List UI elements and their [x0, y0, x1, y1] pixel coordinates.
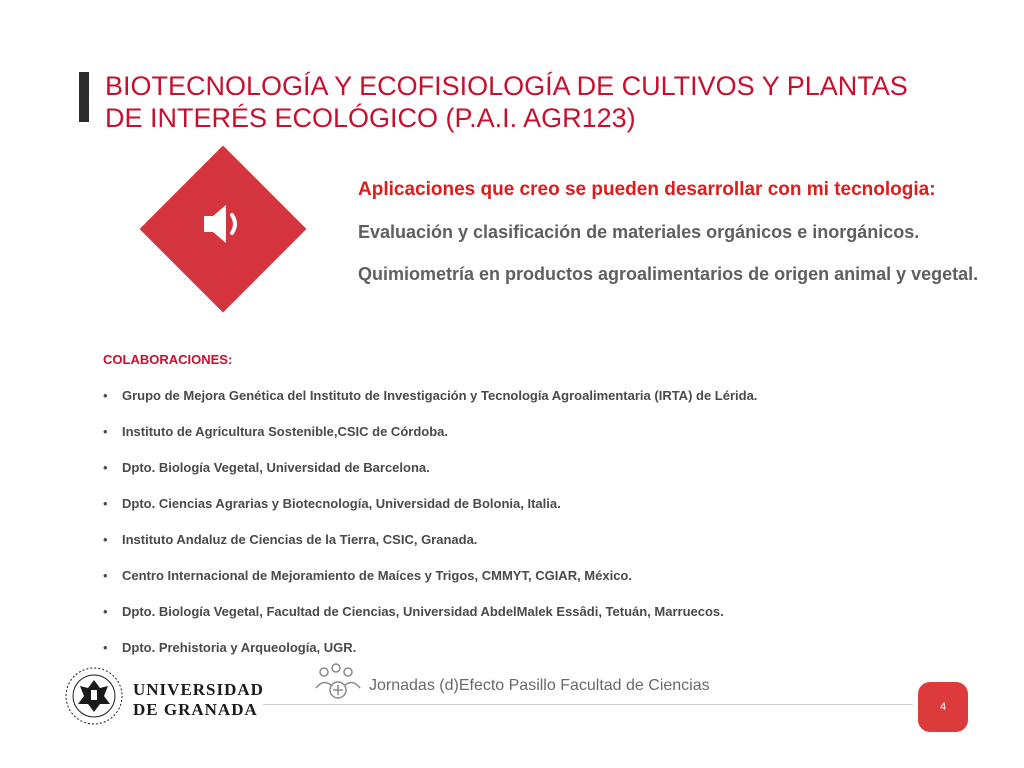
- page-number-badge: [918, 682, 968, 732]
- slide-title-line-2: DE INTERÉS ECOLÓGICO (P.A.I. AGR123): [105, 103, 636, 133]
- page-number: 4: [939, 701, 947, 713]
- collaborations-heading: COLABORACIONES:: [103, 352, 233, 367]
- university-name-line-1: UNIVERSIDAD: [133, 680, 264, 699]
- collaboration-item: • Dpto. Ciencias Agrarias y Biotecnología, Universidad de Bolonia, Italia.: [103, 496, 983, 532]
- slide-title-line-1: BIOTECNOLOGÍA Y ECOFISIOLOGÍA DE CULTIVOS Y PLANTAS: [105, 71, 908, 101]
- applications-heading: Aplicaciones que creo se pueden desarrollar con mi tecnologia:: [358, 179, 936, 200]
- university-wordmark: [133, 680, 264, 720]
- collaboration-item: • Grupo de Mejora Genética del Instituto de Investigación y Tecnología Agroalimentaria (IRTA) de Lérida.: [103, 388, 983, 424]
- collaboration-item: • Instituto Andaluz de Ciencias de la Tierra, CSIC, Granada.: [103, 532, 983, 568]
- collaboration-item: • Dpto. Biología Vegetal, Facultad de Ciencias, Universidad AbdelMalek Essâdi, Tetuán, Marruecos.: [103, 604, 983, 640]
- event-name: Jornadas (d)Efecto Pasillo Facultad de Ciencias: [369, 677, 710, 694]
- slide-title: [105, 70, 985, 134]
- university-seal-icon: [64, 666, 124, 726]
- application-item: Quimiometría en productos agroalimentarios de origen animal y vegetal.: [358, 264, 979, 284]
- footer-divider: [263, 704, 913, 705]
- university-name-line-2: DE GRANADA: [133, 700, 258, 719]
- collaboration-item: • Dpto. Prehistoria y Arqueología, UGR.: [103, 640, 983, 676]
- collaborations-list: [103, 388, 983, 676]
- collaboration-item: • Instituto de Agricultura Sostenible,CSIC de Córdoba.: [103, 424, 983, 460]
- people-icon: [314, 662, 362, 702]
- collaboration-item: • Centro Internacional de Mejoramiento de Maíces y Trigos, CMMYT, CGIAR, México.: [103, 568, 983, 604]
- application-item: Evaluación y clasificación de materiales orgánicos e inorgánicos.: [358, 222, 920, 242]
- applications-section: [358, 178, 998, 304]
- title-accent-bar: [79, 72, 89, 122]
- collaboration-item: • Dpto. Biología Vegetal, Universidad de Barcelona.: [103, 460, 983, 496]
- speaker-icon[interactable]: [202, 201, 244, 247]
